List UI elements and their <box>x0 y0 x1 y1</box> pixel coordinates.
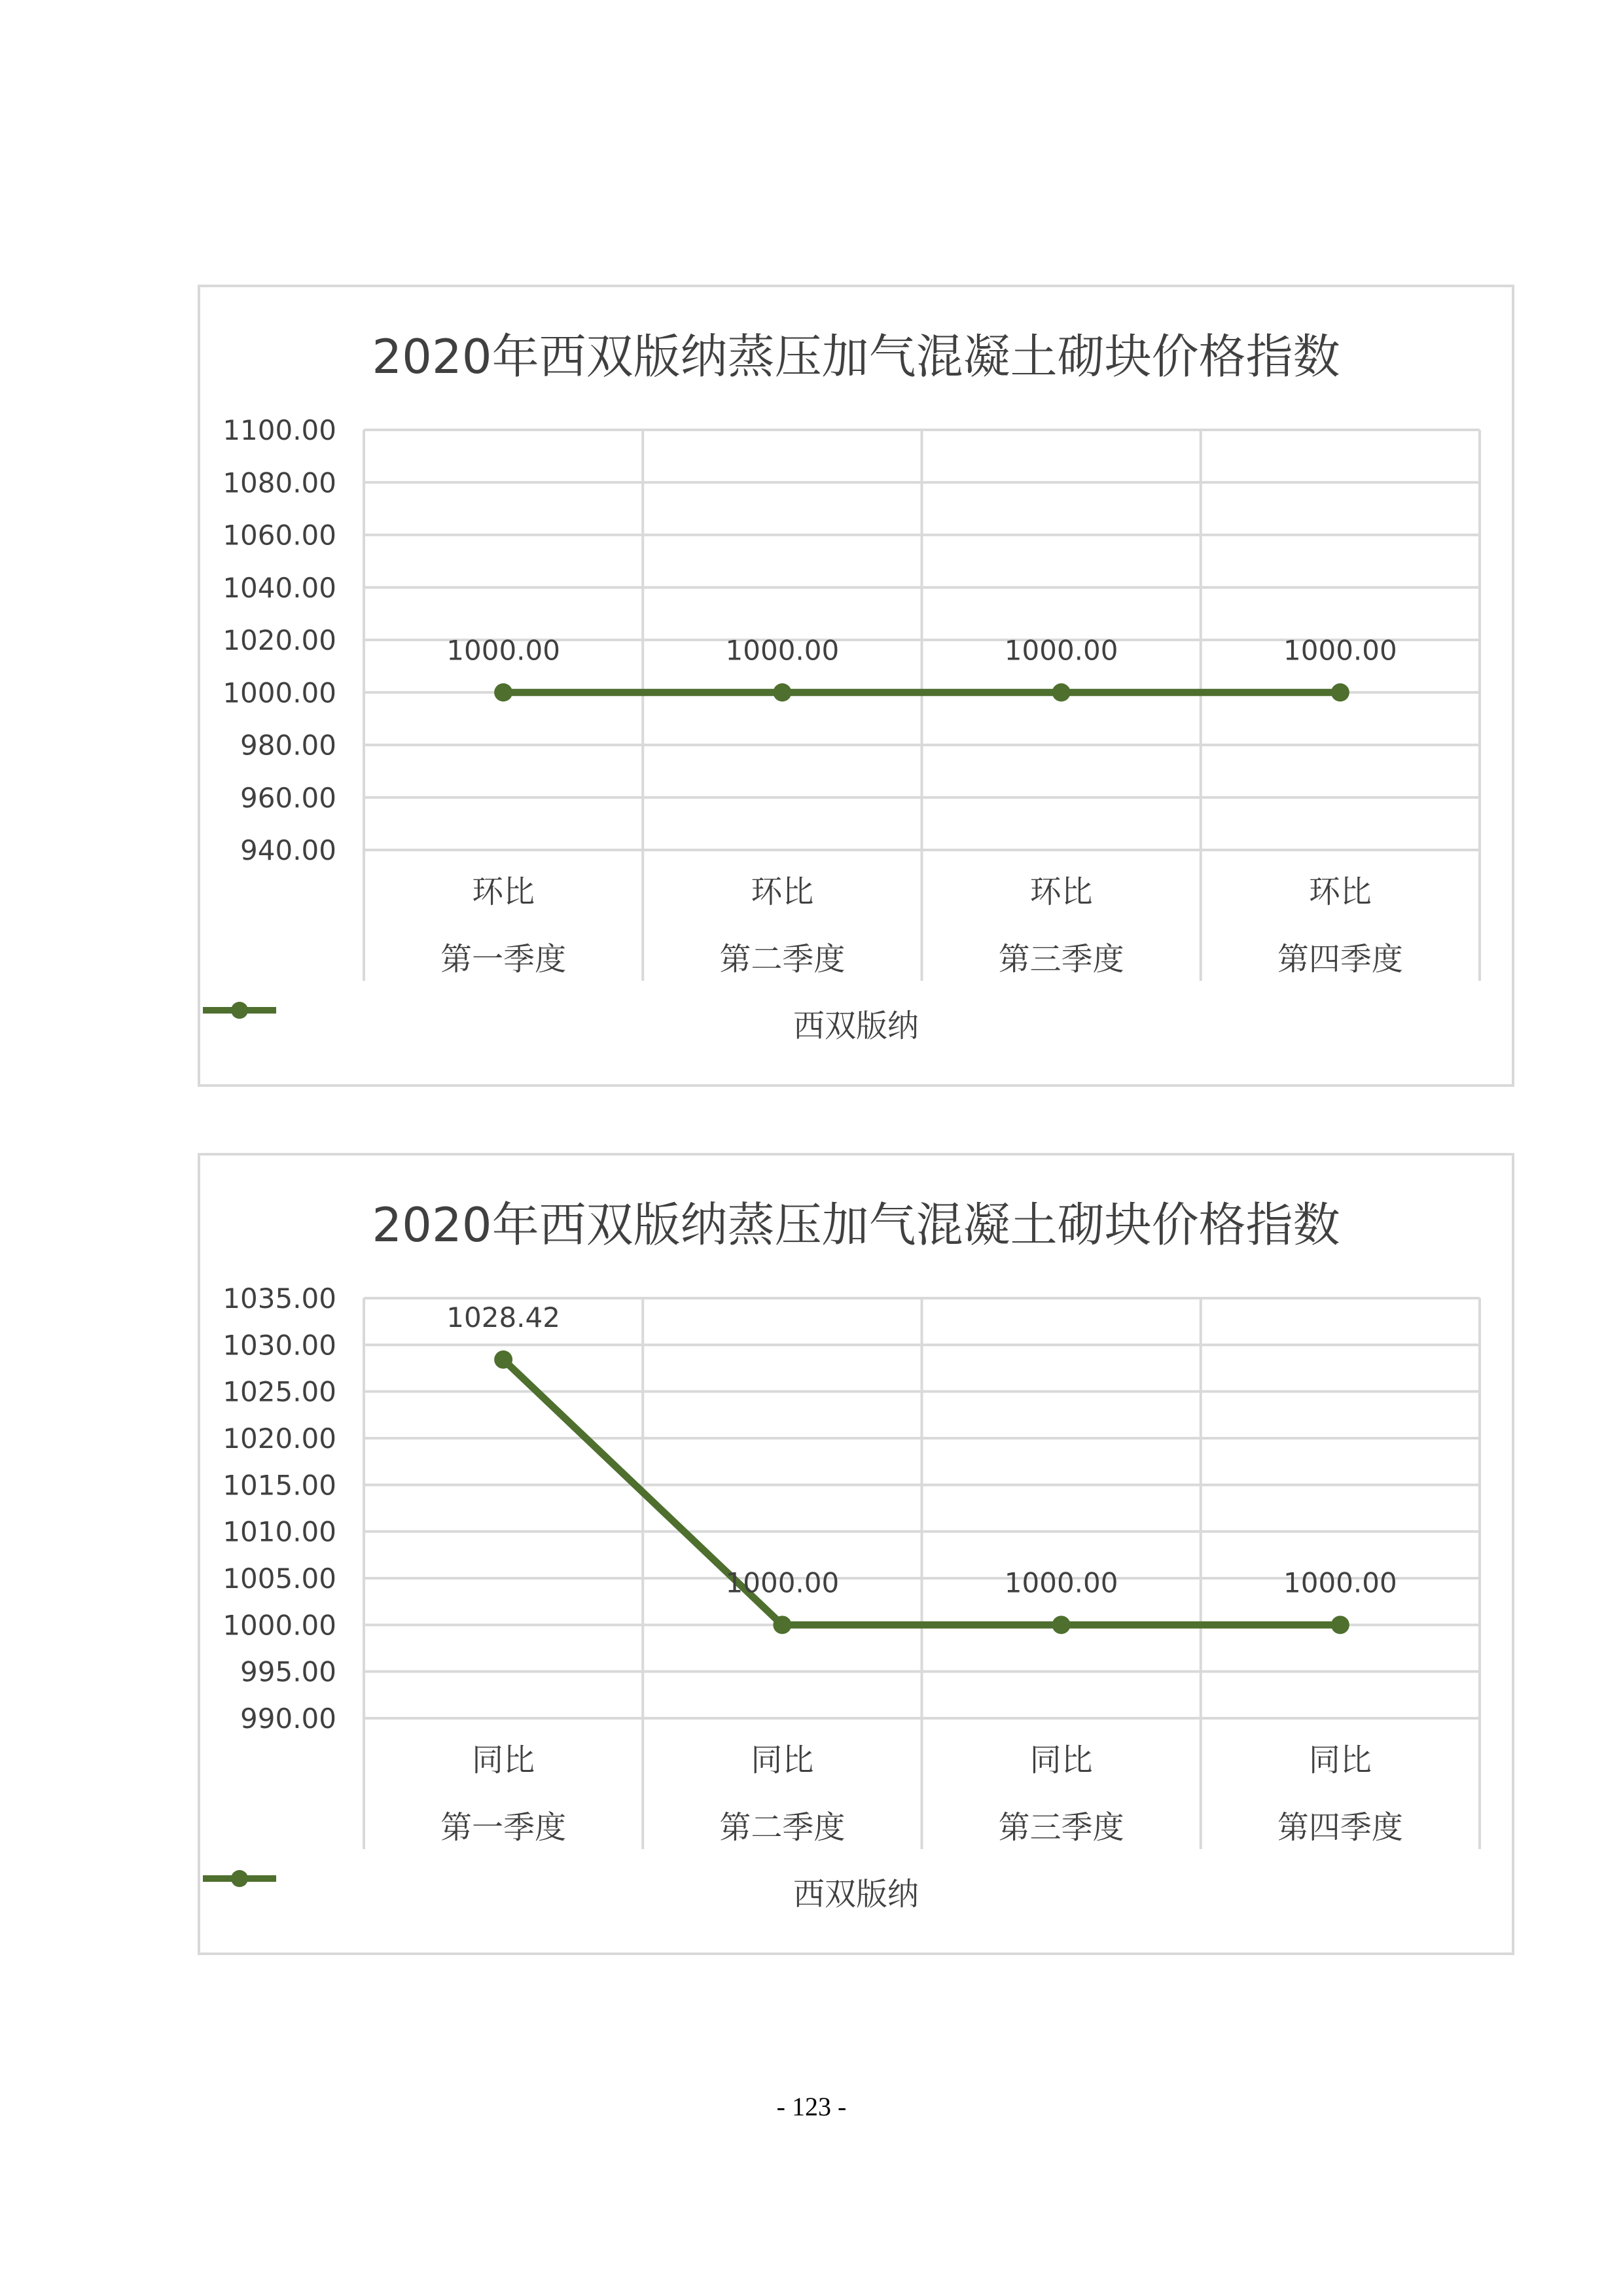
y-tick-label: 1015.00 <box>223 1469 336 1502</box>
y-tick-label: 1040.00 <box>223 571 336 604</box>
chart-title: 2020年西双版纳蒸压加气混凝土砌块价格指数 <box>372 329 1340 384</box>
data-label: 1000.00 <box>446 634 560 667</box>
y-tick-label: 1100.00 <box>223 414 336 446</box>
y-tick-label: 990.00 <box>240 1703 336 1735</box>
data-point <box>494 683 512 701</box>
y-tick-label: 1080.00 <box>223 467 336 499</box>
y-tick-label: 1010.00 <box>223 1515 336 1548</box>
chart-title: 2020年西双版纳蒸压加气混凝土砌块价格指数 <box>372 1197 1340 1252</box>
legend-marker-icon <box>200 1000 279 1020</box>
data-point <box>494 1351 512 1369</box>
chart-plot <box>200 1156 1512 1952</box>
data-point <box>1331 683 1349 701</box>
y-tick-label: 1025.00 <box>223 1375 336 1408</box>
x-category-label: 同比 <box>1029 1742 1093 1778</box>
legend-label: 西双版纳 <box>793 1876 919 1913</box>
chart-1 <box>198 285 1514 1087</box>
data-label: 1000.00 <box>1004 634 1118 667</box>
data-point <box>1331 1616 1349 1634</box>
x-category-label: 同比 <box>472 1742 535 1778</box>
data-point <box>1052 683 1071 701</box>
y-tick-label: 1035.00 <box>223 1282 336 1315</box>
data-point <box>1052 1616 1071 1634</box>
y-tick-label: 940.00 <box>240 834 336 866</box>
x-category-label: 环比 <box>1308 874 1372 910</box>
x-category-label: 环比 <box>751 874 814 910</box>
y-tick-label: 960.00 <box>240 781 336 814</box>
chart-plot <box>200 287 1512 1084</box>
x-category-sublabel: 第三季度 <box>998 1809 1124 1846</box>
legend-marker-icon <box>200 1869 279 1888</box>
y-tick-label: 980.00 <box>240 729 336 762</box>
y-tick-label: 1000.00 <box>223 677 336 709</box>
x-category-label: 环比 <box>1029 874 1093 910</box>
y-tick-label: 1060.00 <box>223 519 336 552</box>
data-label: 1000.00 <box>1283 634 1397 667</box>
y-tick-label: 1000.00 <box>223 1609 336 1642</box>
data-label: 1000.00 <box>725 1566 840 1599</box>
page-number: - 123 - <box>776 2092 847 2121</box>
x-category-sublabel: 第一季度 <box>440 1809 567 1846</box>
y-tick-label: 1020.00 <box>223 1422 336 1455</box>
legend-label: 西双版纳 <box>793 1008 919 1044</box>
data-label: 1000.00 <box>725 634 840 667</box>
y-tick-label: 1005.00 <box>223 1563 336 1595</box>
x-category-sublabel: 第三季度 <box>998 941 1124 978</box>
x-category-label: 同比 <box>751 1742 814 1778</box>
x-category-label: 环比 <box>472 874 535 910</box>
data-point <box>773 683 791 701</box>
y-tick-label: 1030.00 <box>223 1329 336 1362</box>
legend <box>200 1869 1512 1914</box>
data-label: 1000.00 <box>1004 1566 1118 1599</box>
x-category-sublabel: 第四季度 <box>1277 1809 1403 1846</box>
data-point <box>773 1616 791 1634</box>
x-category-sublabel: 第一季度 <box>440 941 567 978</box>
x-category-sublabel: 第二季度 <box>719 1809 846 1846</box>
x-category-label: 同比 <box>1308 1742 1372 1778</box>
x-category-sublabel: 第四季度 <box>1277 941 1403 978</box>
legend <box>200 1000 1512 1046</box>
y-tick-label: 1020.00 <box>223 624 336 656</box>
x-category-sublabel: 第二季度 <box>719 941 846 978</box>
y-tick-label: 995.00 <box>240 1655 336 1688</box>
chart-2 <box>198 1153 1514 1955</box>
data-label: 1028.42 <box>446 1301 560 1333</box>
data-label: 1000.00 <box>1283 1566 1397 1599</box>
